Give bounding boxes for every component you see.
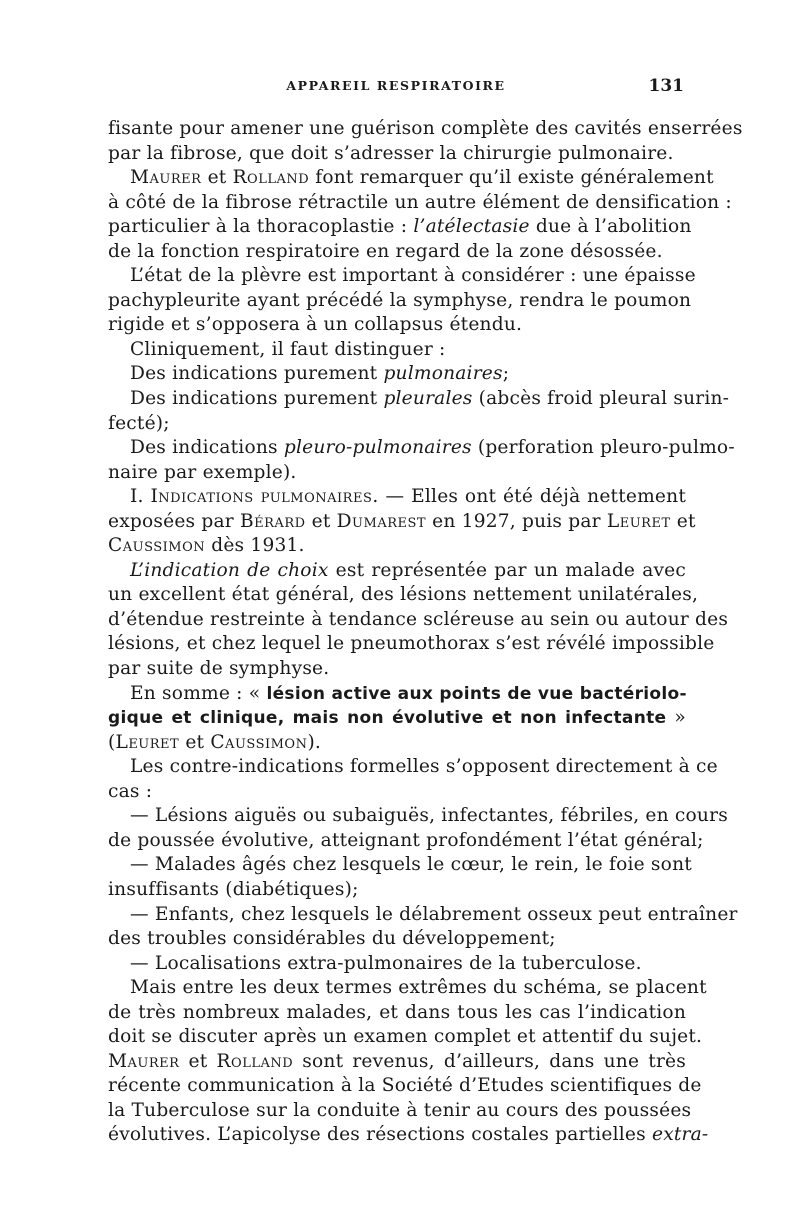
author-name: Leuret: [606, 510, 671, 532]
text-line: exposées par Bérard et Dumarest en 1927, puis par Leuret et: [108, 510, 696, 532]
text-line: rigide et s’opposera à un collapsus étendu.: [108, 314, 523, 336]
text-line: de poussée évolutive, atteignant profondément l’état général;: [108, 829, 704, 851]
text-line: doit se discuter après un examen complet et attentif du sujet.: [108, 1026, 703, 1048]
list-item: — Lésions aiguës ou subaiguës, infectantes, fébriles, en cours: [130, 805, 728, 827]
section-heading: Indications pulmonaires.: [150, 486, 379, 508]
author-name: Leuret: [115, 731, 180, 753]
text-line: cas :: [108, 780, 153, 802]
text-line: Mais entre les deux termes extrêmes du schéma, se placent: [130, 977, 707, 999]
text-line: fisante pour amener une guérison complète des cavités enserrées: [108, 118, 743, 139]
text-line: Caussimon dès 1931.: [108, 535, 305, 557]
author-name: Maurer: [130, 167, 202, 189]
text-line: particulier à la thoracoplastie : l’atélectasie due à l’abolition: [108, 216, 692, 238]
text-line: par la fibrose, que doit s’adresser la chirurgie pulmonaire.: [108, 142, 674, 164]
author-name: Caussimon: [108, 535, 206, 557]
text-line: Les contre-indications formelles s’opposent directement à ce: [130, 756, 718, 778]
bold-quote: lésion active aux points de vue bactériolo-: [266, 683, 687, 704]
text-line: L’indication de choix est représentée par un malade avec: [130, 559, 687, 581]
text-line: un excellent état général, des lésions nettement unilatérales,: [108, 584, 699, 606]
text-line: insuffisants (diabétiques);: [108, 878, 359, 900]
text-line: fecté);: [108, 412, 170, 434]
author-name: Dumarest: [336, 510, 427, 532]
text-line: la Tuberculose sur la conduite à tenir au cours des poussées: [108, 1099, 692, 1121]
author-name: Bérard: [239, 510, 306, 532]
text-line: Des indications purement pleurales (abcès froid pleural surin-: [130, 388, 730, 410]
text-line: En somme : « lésion active aux points de vue bactériolo-: [130, 682, 687, 704]
text-line: L’état de la plèvre est important à considérer : une épaisse: [130, 265, 696, 287]
body-text: [108, 117, 743, 1148]
author-name: Rolland: [216, 1050, 294, 1072]
author-name: Caussimon: [210, 731, 308, 753]
text-line: Maurer et Rolland sont revenus, d’ailleurs, dans une très: [108, 1050, 686, 1072]
author-name: Rolland: [232, 167, 310, 189]
author-name: Maurer: [108, 1050, 180, 1072]
text-line: de très nombreux malades, et dans tous les cas l’indication: [108, 1001, 686, 1023]
text-line: à côté de la fibrose rétractile un autre élément de densification :: [108, 191, 732, 213]
text-line: des troubles considérables du développement;: [108, 928, 556, 950]
text-line: Des indications pleuro-pulmonaires (perforation pleuro-pulmo-: [130, 437, 735, 459]
text-line: naire par exemple).: [108, 461, 297, 483]
text-line: par suite de symphyse.: [108, 658, 330, 680]
text-line: Cliniquement, il faut distinguer :: [130, 338, 446, 360]
list-item: — Enfants, chez lesquels le délabrement osseux peut entraîner: [130, 903, 738, 925]
text-line: récente communication à la Société d’Etudes scientifiques de: [108, 1075, 702, 1097]
list-item: — Localisations extra-pulmonaires de la tuberculose.: [130, 952, 642, 974]
text-line: pachypleurite ayant précédé la symphyse, rendra le poumon: [108, 289, 692, 311]
text-line: d’étendue restreinte à tendance scléreuse au sein ou autour des: [108, 608, 729, 630]
text-line: lésions, et chez lequel le pneumothorax s’est révélé impossible: [108, 633, 715, 655]
section-heading-line: I. Indications pulmonaires. — Elles ont été déjà nettement: [130, 486, 686, 508]
text-line: de la fonction respiratoire en regard de la zone désossée.: [108, 240, 663, 262]
text-line: (Leuret et Caussimon).: [108, 731, 322, 753]
bold-quote: gique et clinique, mais non évolutive et non infectante: [108, 708, 667, 729]
text-line: Des indications purement pulmonaires;: [130, 363, 510, 385]
page-number: 131: [648, 76, 684, 96]
list-item: — Malades âgés chez lesquels le cœur, le rein, le foie sont: [130, 854, 692, 876]
text-line: gique et clinique, mais non évolutive et non infectante »: [108, 707, 687, 729]
page-header: [108, 78, 684, 102]
text-line: évolutives. L’apicolyse des résections costales partielles extra-: [108, 1124, 709, 1146]
text-line: Maurer et Rolland font remarquer qu’il existe généralement: [130, 167, 714, 189]
running-title: APPAREIL RESPIRATOIRE: [286, 78, 506, 93]
